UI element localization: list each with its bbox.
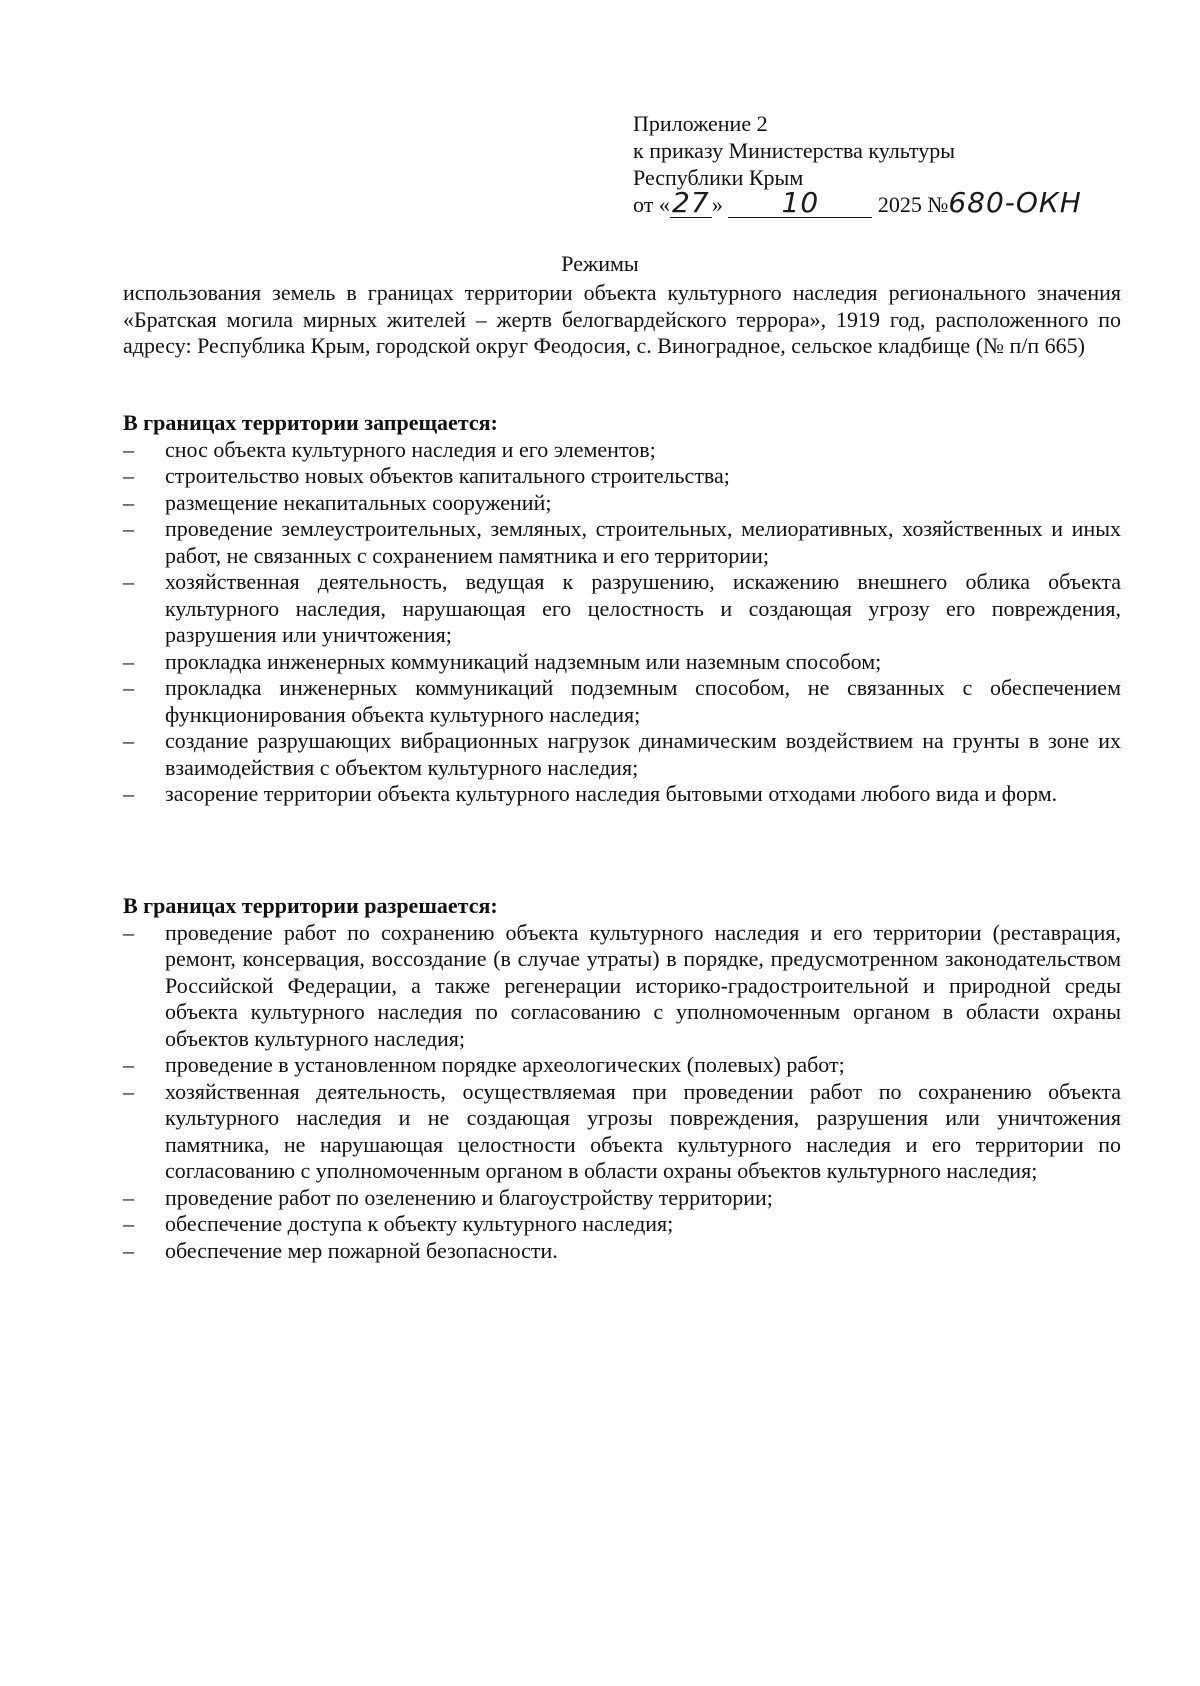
list-item-text: прокладка инженерных коммуникаций надземным или наземным способом; (165, 648, 882, 674)
prohibited-list (123, 437, 1121, 808)
list-dash: – (123, 648, 134, 674)
list-dash: – (123, 463, 134, 488)
document-intro (123, 280, 1121, 360)
list-dash: – (123, 1052, 134, 1077)
list-item (123, 490, 1121, 517)
list-dash: – (123, 919, 134, 945)
list-item (123, 728, 1121, 781)
list-dash: – (123, 1237, 134, 1263)
intro-text: использования земель в границах территории объекта культурного наследия регионального значения «Братская могила мирных жителей – жертв белогвардейского террора», 1919 год, расположенного по адресу: Республика Крым, городской округ Феодосия, с. Виноградное, сельское кладбище (№ п/п 665) (123, 280, 1121, 358)
order-number-handwritten: 680-ОКН (948, 186, 1082, 219)
list-item-text: хозяйственная деятельность, ведущая к разрушению, искажению внешнего облика объекта культурного наследия, нарушающая его целостность и создающая угрозу его повреждения, разрушения или уничтожения; (165, 569, 1121, 647)
order-date-line (633, 186, 1093, 219)
list-dash: – (123, 516, 134, 541)
prohibited-section (123, 410, 1121, 808)
date-day-field (670, 186, 712, 219)
list-item (123, 1079, 1121, 1185)
list-item-text: обеспечение доступа к объекту культурного наследия; (165, 1211, 674, 1236)
list-item-text: создание разрушающих вибрационных нагрузок динамическим воздействием на грунты в зоне их взаимодействия с объектом культурного наследия; (165, 728, 1121, 780)
list-dash: – (123, 1078, 134, 1104)
list-item-text: прокладка инженерных коммуникаций подземным способом, не связанных с обеспечением функционирования объекта культурного наследия; (165, 675, 1121, 727)
list-item-text: размещение некапитальных сооружений; (165, 489, 552, 515)
list-item (123, 1211, 1121, 1238)
allowed-list (123, 920, 1121, 1265)
allowed-heading: В границах территории разрешается: (123, 893, 498, 918)
list-item-text: снос объекта культурного наследия и его элементов; (165, 436, 656, 462)
list-dash: – (123, 436, 134, 462)
list-item (123, 437, 1121, 464)
document-title: Режимы (561, 251, 639, 276)
appendix-header (633, 110, 1093, 218)
list-item-text: проведение работ по сохранению объекта культурного наследия и его территории (реставрация, ремонт, консервация, воссоздание (в случае утраты) в порядке, предусмотренном законодательством Российской Федерации, а также регенерации историко-градостроительной и природной среды объекта культурного наследия по согласованию с уполномоченным органом в области охраны объектов культурного наследия; (165, 919, 1121, 1051)
date-year: 2025 № (877, 192, 949, 217)
list-dash: – (123, 569, 134, 594)
list-item-text: проведение землеустроительных, земляных, строительных, мелиоративных, хозяйственных и иных работ, не связанных с сохранением памятника и его территории; (165, 516, 1121, 568)
prohibited-heading: В границах территории запрещается: (123, 410, 498, 435)
list-item (123, 675, 1121, 728)
date-prefix: от « (633, 192, 670, 217)
list-dash: – (123, 1211, 134, 1236)
list-item-text: проведение в установленном порядке археологических (полевых) работ; (165, 1052, 845, 1077)
appendix-number: Приложение 2 (633, 111, 768, 136)
list-dash: – (123, 781, 134, 806)
list-dash: – (123, 675, 134, 700)
order-reference: к приказу Министерства культуры (633, 138, 956, 163)
date-quote-close: » (711, 192, 723, 217)
list-item-text: проведение работ по озеленению и благоустройству территории; (165, 1184, 773, 1210)
date-day-handwritten: 27 (672, 186, 710, 219)
list-item (123, 781, 1121, 808)
list-item-text: строительство новых объектов капитального строительства; (165, 463, 730, 488)
order-number-field (948, 186, 1082, 219)
allowed-section (123, 893, 1121, 1264)
list-dash: – (123, 728, 134, 753)
list-item (123, 569, 1121, 649)
list-item-text: засорение территории объекта культурного наследия бытовыми отходами любого вида и форм. (165, 781, 1058, 806)
list-item (123, 463, 1121, 490)
list-item-text: обеспечение мер пожарной безопасности. (165, 1237, 558, 1263)
list-item (123, 1185, 1121, 1212)
list-dash: – (123, 1184, 134, 1210)
list-item (123, 649, 1121, 676)
list-dash: – (123, 489, 134, 515)
list-item (123, 1238, 1121, 1265)
list-item-text: хозяйственная деятельность, осуществляемая при проведении работ по сохранению объекта культурного наследия и не создающая угрозы повреждения, разрушения или уничтожения памятника, не нарушающая целостности объекта культурного наследия и его территории по согласованию с уполномоченным органом в области охраны объектов культурного наследия; (165, 1078, 1121, 1183)
list-item (123, 1052, 1121, 1079)
list-item (123, 516, 1121, 569)
date-month-handwritten: 10 (781, 186, 820, 219)
date-month-field (728, 186, 872, 219)
republic-name: Республики Крым (633, 165, 804, 190)
list-item (123, 920, 1121, 1053)
